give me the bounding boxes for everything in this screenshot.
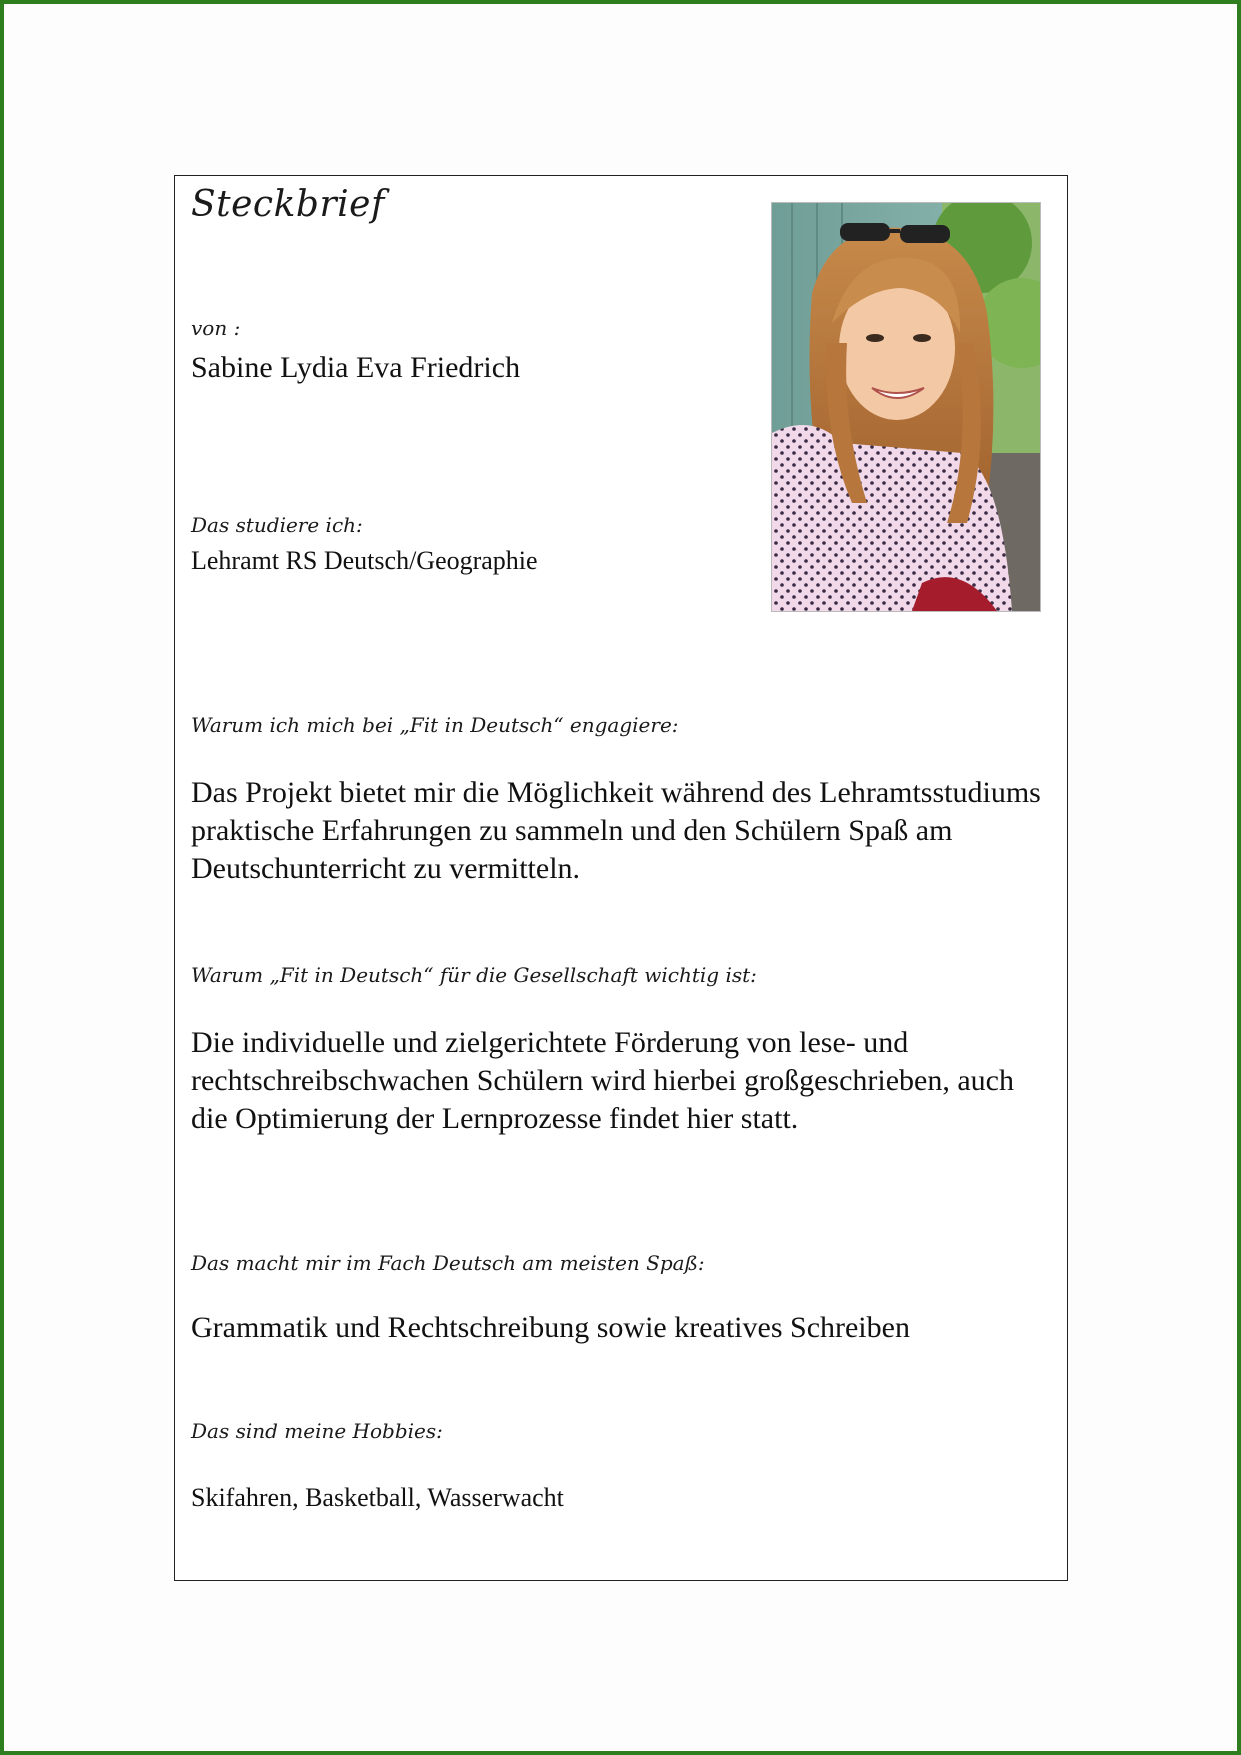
from-label: von :	[191, 316, 241, 340]
society-label: Warum „Fit in Deutsch“ für die Gesellschaft wichtig ist:	[191, 963, 757, 987]
why-value: Das Projekt bietet mir die Möglichkeit während des Lehramtsstudiums praktische Erfahrungen zu sammeln und den Schülern Spaß am Deutschunterricht zu vermitteln.	[191, 776, 1041, 885]
profile-card	[174, 175, 1068, 1581]
why-label: Warum ich mich bei „Fit in Deutsch“ engagiere:	[191, 713, 679, 737]
person-name: Sabine Lydia Eva Friedrich	[191, 351, 521, 384]
portrait-photo	[771, 202, 1041, 612]
study-value: Lehramt RS Deutsch/Geographie	[191, 546, 538, 575]
fun-value: Grammatik und Rechtschreibung sowie kreatives Schreiben	[191, 1311, 910, 1344]
hobbies-label: Das sind meine Hobbies:	[191, 1419, 443, 1443]
hobbies-value: Skifahren, Basketball, Wasserwacht	[191, 1483, 564, 1512]
society-value: Die individuelle und zielgerichtete Förderung von lese- und rechtschreibschwachen Schülern wird hierbei großgeschrieben, auch die Optimierung der Lernprozesse findet hier statt.	[191, 1026, 1014, 1135]
fun-label: Das macht mir im Fach Deutsch am meisten Spaß:	[191, 1251, 705, 1275]
card-title: Steckbrief	[191, 184, 385, 225]
study-label: Das studiere ich:	[191, 513, 363, 537]
